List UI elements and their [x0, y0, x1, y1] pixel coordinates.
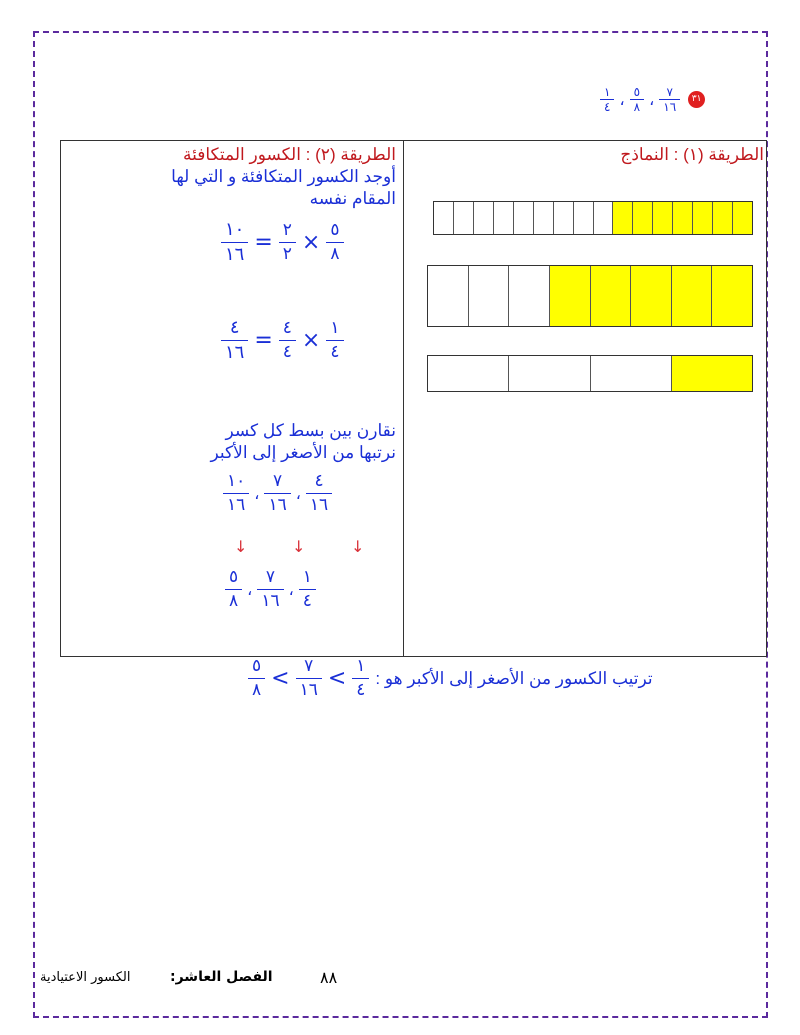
down-arrow-icon: ↓: [292, 537, 306, 556]
shaded-part: [733, 202, 752, 234]
shaded-part: [591, 266, 632, 326]
ordered-equivalent-row: $\frac{١٠}{١٦}$ ، $\frac{٧}{١٦}$ ، $\frac{٤}{١٦}$: [223, 473, 332, 514]
fraction: $\frac{١٠}{١٦}$: [223, 473, 249, 514]
shaded-part: [672, 266, 713, 326]
question-header: $\frac{١}{٤}$ ، $\frac{٥}{٨}$ ، $\frac{٧}{١٦}$ ٣١: [600, 84, 705, 114]
fraction: $\frac{٧}{١٦}$: [257, 569, 283, 610]
unshaded-part: [509, 356, 590, 391]
unshaded-part: [509, 266, 550, 326]
fraction: $\frac{٤}{١٦}$: [306, 473, 332, 514]
shaded-part: [712, 266, 752, 326]
fraction: $\frac{٥}{٨}$: [630, 86, 644, 113]
shaded-part: [653, 202, 673, 234]
solution-table: [60, 140, 767, 657]
down-arrow-icon: ↓: [351, 537, 365, 556]
unshaded-part: [594, 202, 614, 234]
method2-title: الطريقة (٢) : الكسور المتكافئة: [182, 145, 396, 164]
shaded-part: [631, 266, 672, 326]
fraction: $\frac{٤}{١٦}$: [221, 319, 248, 362]
unshaded-part: [494, 202, 514, 234]
equation-2: $\frac{٤}{١٦}$ = $\frac{٤}{٤}$ × $\frac{١}{٤}$: [221, 319, 344, 362]
fraction: $\frac{٥}{٨}$: [225, 569, 242, 610]
question-number-badge: ٣١: [688, 91, 705, 108]
page-number: ٨٨: [320, 968, 338, 987]
unshaded-part: [474, 202, 494, 234]
compare-line-2: نرتبها من الأصغر إلى الأكبر: [210, 443, 396, 462]
unshaded-part: [428, 356, 509, 391]
fraction: $\frac{٥}{٨}$: [326, 222, 343, 263]
shaded-part: [673, 202, 693, 234]
unshaded-part: [469, 266, 510, 326]
fraction: $\frac{٧}{١٦}$: [264, 473, 290, 514]
footer-topic: الكسور الاعتيادية: [40, 970, 131, 985]
fraction: $\frac{٧}{١٦}$: [659, 86, 680, 113]
column-divider: [403, 141, 404, 656]
page-footer: [40, 970, 770, 990]
conclusion-text: ترتيب الكسور من الأصغر إلى الأكبر هو :: [375, 668, 653, 688]
unshaded-part: [554, 202, 574, 234]
model-sixteenths: [433, 201, 753, 235]
method2-instruction-1: أوجد الكسور المتكافئة و التي لها: [171, 167, 396, 186]
unshaded-part: [428, 266, 469, 326]
conclusion-row: $\frac{٥}{٨}$ < $\frac{٧}{١٦}$ < $\frac{١}{٤}$ ترتيب الكسور من الأصغر إلى الأكبر هو :: [248, 658, 653, 699]
unshaded-part: [534, 202, 554, 234]
shaded-part: [713, 202, 733, 234]
shaded-part: [550, 266, 591, 326]
equation-1: $\frac{١٠}{١٦}$ = $\frac{٢}{٢}$ × $\frac{٥}{٨}$: [221, 221, 344, 264]
compare-line-1: نقارن بين بسط كل كسر: [225, 421, 396, 440]
unshaded-part: [591, 356, 672, 391]
model-eighths: [427, 265, 753, 327]
model-quarters: [427, 355, 753, 392]
fraction: $\frac{٤}{٤}$: [279, 320, 296, 361]
fraction: $\frac{١}{٤}$: [352, 658, 369, 699]
shaded-part: [633, 202, 653, 234]
footer-chapter: الفصل العاشر:: [170, 969, 273, 985]
fraction: $\frac{٥}{٨}$: [248, 658, 265, 699]
shaded-part: [613, 202, 633, 234]
shaded-part: [672, 356, 752, 391]
fraction: $\frac{٧}{١٦}$: [296, 658, 322, 699]
shaded-part: [693, 202, 713, 234]
unshaded-part: [574, 202, 594, 234]
fraction: $\frac{١}{٤}$: [326, 320, 343, 361]
fraction: $\frac{٢}{٢}$: [279, 222, 296, 263]
fraction: $\frac{١٠}{١٦}$: [221, 221, 248, 264]
fraction: $\frac{١}{٤}$: [299, 569, 316, 610]
unshaded-part: [514, 202, 534, 234]
ordered-original-row: $\frac{٥}{٨}$ ، $\frac{٧}{١٦}$ ، $\frac{١}{٤}$: [225, 569, 316, 610]
method2-instruction-2: المقام نفسه: [309, 189, 396, 208]
method1-title: الطريقة (١) : النماذج: [620, 145, 764, 164]
unshaded-part: [434, 202, 454, 234]
down-arrow-icon: ↓: [234, 537, 248, 556]
fraction: $\frac{١}{٤}$: [600, 86, 614, 113]
unshaded-part: [454, 202, 474, 234]
